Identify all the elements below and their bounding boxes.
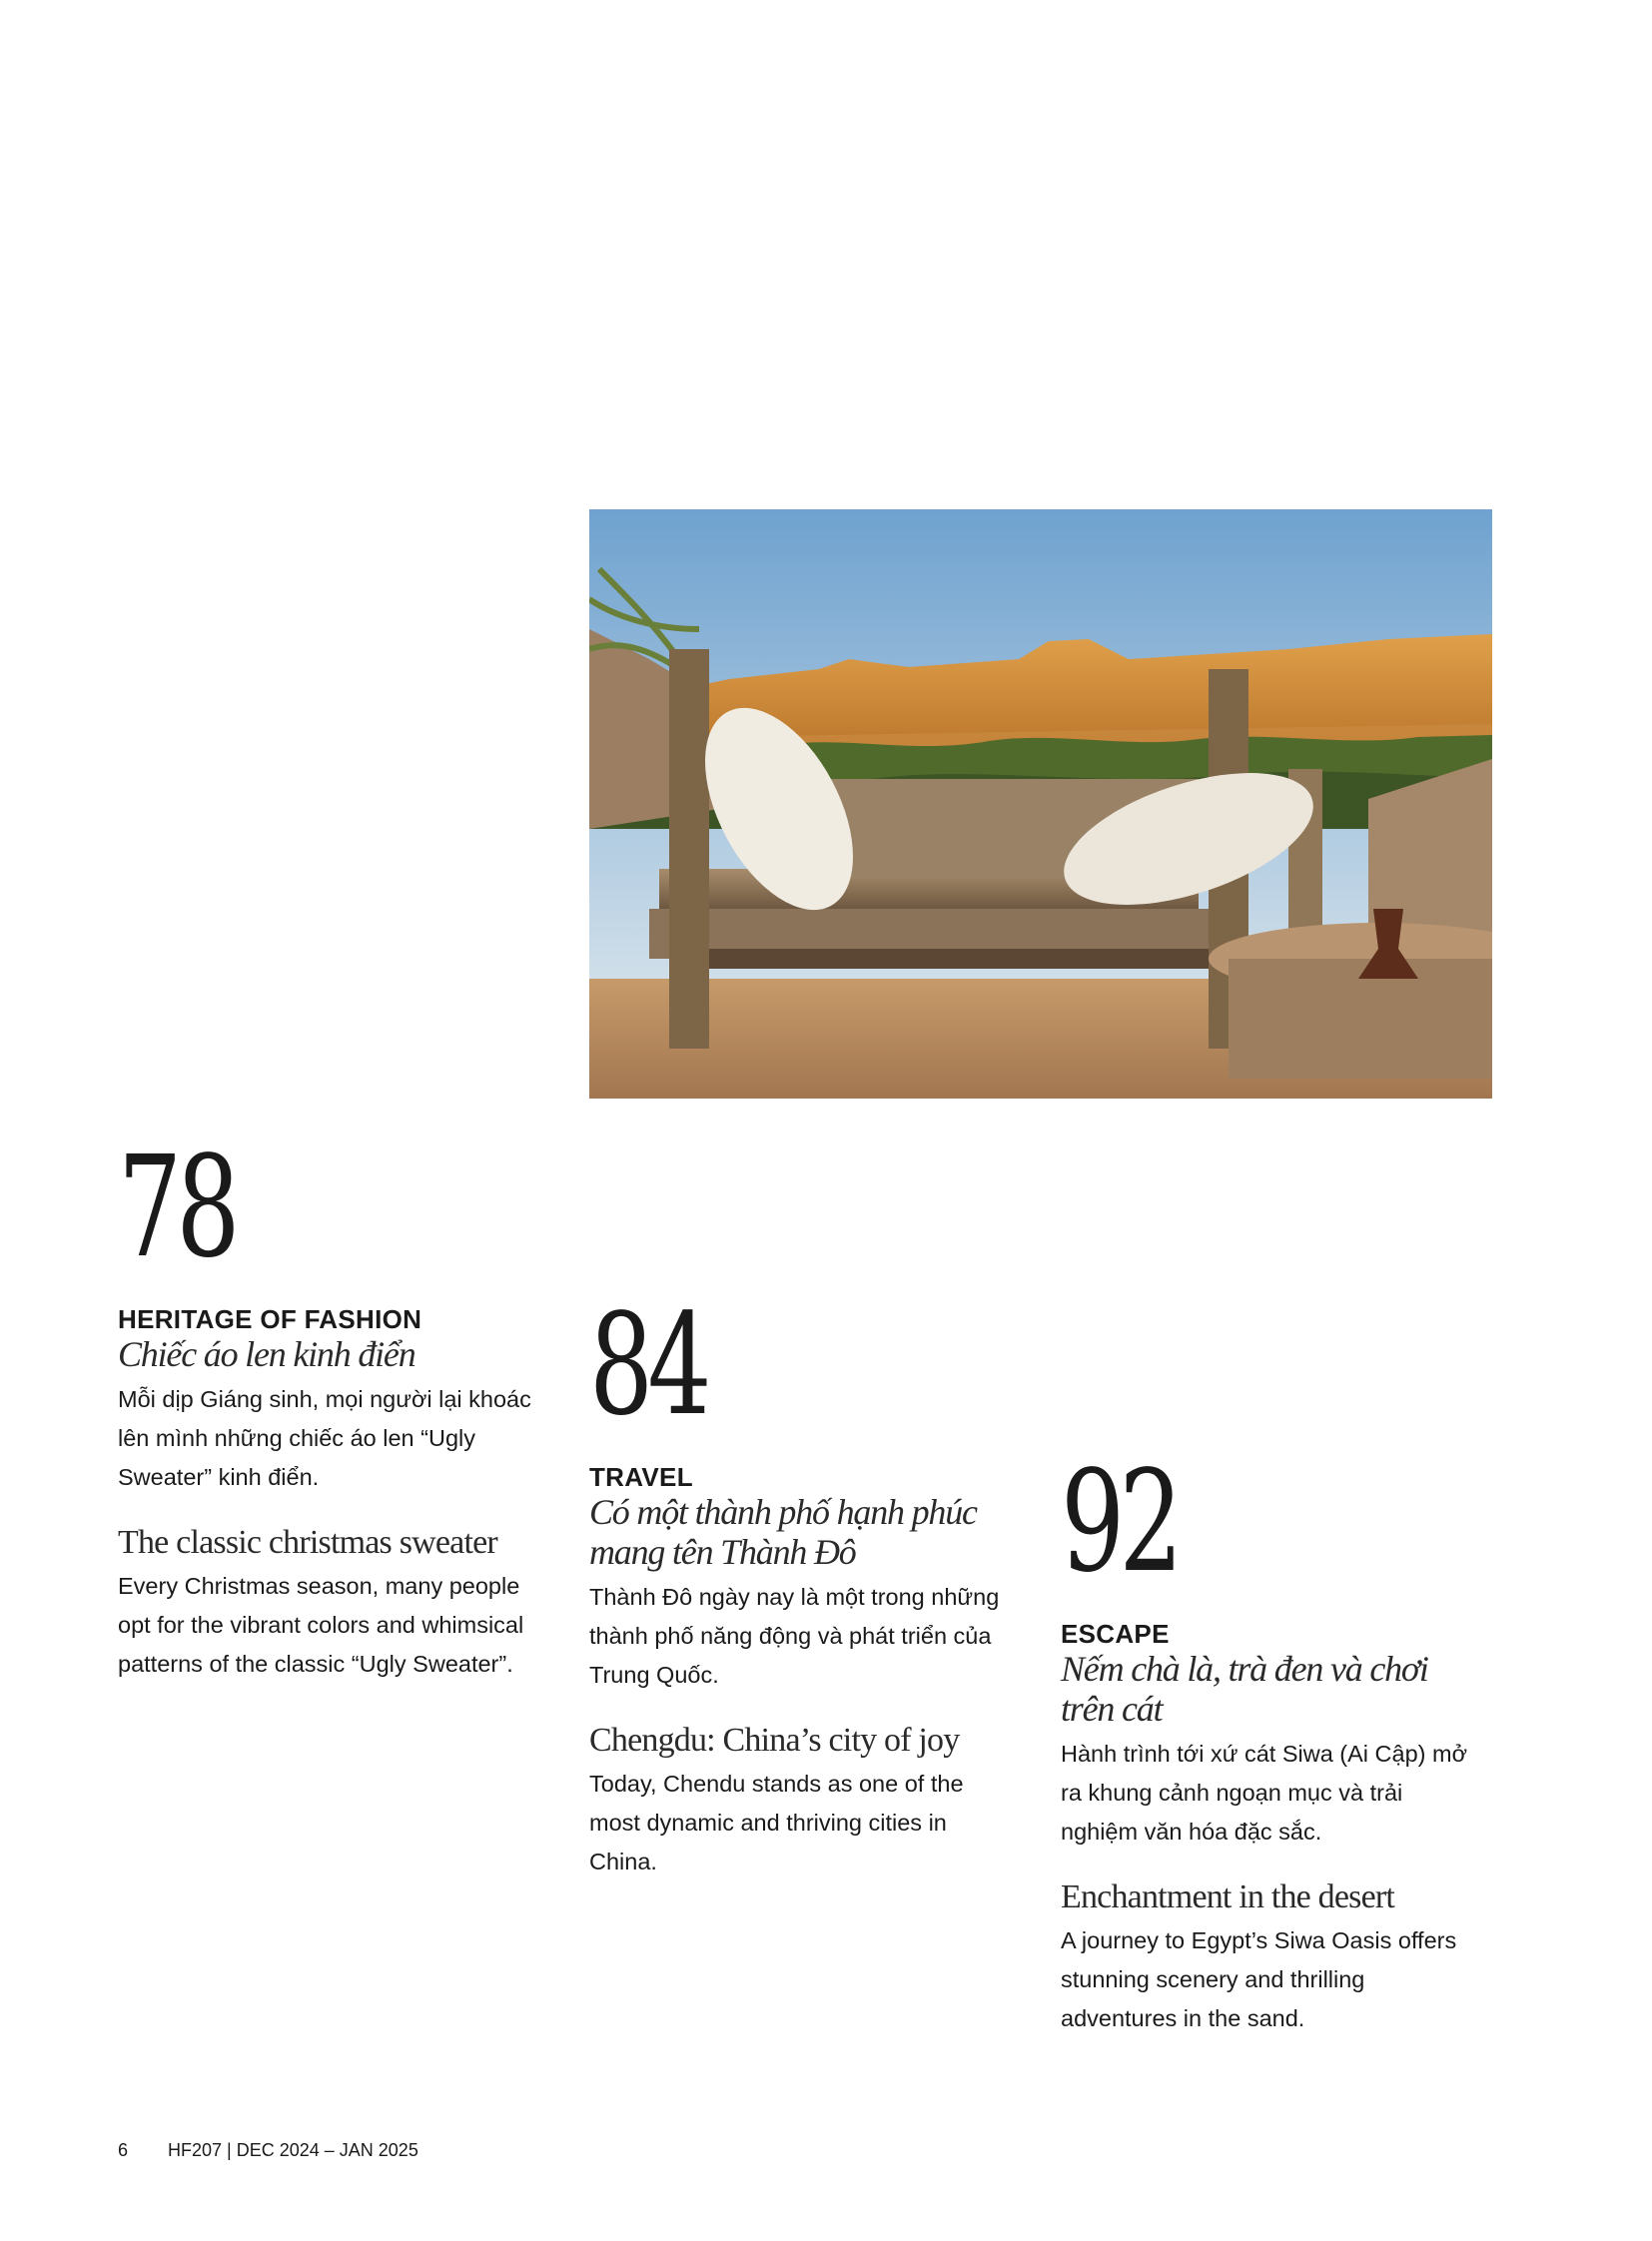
- summary-english: Every Christmas season, many people opt for the vibrant colors and whimsical patterns of the classic “Ugly Sweater”.: [118, 1573, 524, 1677]
- summary-vietnamese: Hành trình tới xứ cát Siwa (Ai Cập) mở ra khung cảnh ngoạn mục và trải nghiệm văn hóa đặc sắc.: [1061, 1741, 1468, 1845]
- desert-bench-illustration: [589, 509, 1492, 1099]
- summary-vietnamese: Mỗi dịp Giáng sinh, mọi người lại khoác lên mình những chiếc áo len “Ugly Sweater” kinh điển.: [118, 1386, 531, 1490]
- article-84-travel: [589, 1284, 1009, 1881]
- page-number-78: 78: [118, 1126, 235, 1289]
- summary-english: Today, Chendu stands as one of the most dynamic and thriving cities in China.: [589, 1771, 964, 1874]
- hero-photo-desert-terrace: [589, 509, 1492, 1099]
- category-label: HERITAGE OF FASHION: [118, 1304, 422, 1334]
- title-vietnamese: Nếm chà là, trà đen và chơi trên cát: [1061, 1649, 1428, 1729]
- category-label: TRAVEL: [589, 1462, 693, 1492]
- page-number-84: 84: [589, 1284, 706, 1447]
- title-english: Chengdu: China’s city of joy: [589, 1722, 960, 1759]
- title-vietnamese: Có một thành phố hạnh phúc mang tên Thành Đô: [589, 1492, 977, 1572]
- page-number-92: 92: [1061, 1441, 1178, 1604]
- summary-english: A journey to Egypt’s Siwa Oasis offers stunning scenery and thrilling adventures in the sand.: [1061, 1927, 1457, 2031]
- article-92-escape: [1061, 1441, 1480, 2038]
- title-english: Enchantment in the desert: [1061, 1878, 1395, 1915]
- folio-page-number: 6: [118, 2140, 129, 2160]
- category-label: ESCAPE: [1061, 1619, 1170, 1649]
- article-78-heritage-of-fashion: [118, 1126, 537, 1684]
- title-vietnamese: Chiếc áo len kinh điển: [118, 1334, 415, 1374]
- page-footer: [118, 2140, 418, 2161]
- issue-label: HF207 | DEC 2024 – JAN 2025: [168, 2140, 418, 2160]
- summary-vietnamese: Thành Đô ngày nay là một trong những thành phố năng động và phát triển của Trung Quốc.: [589, 1584, 1000, 1688]
- title-english: The classic christmas sweater: [118, 1524, 497, 1561]
